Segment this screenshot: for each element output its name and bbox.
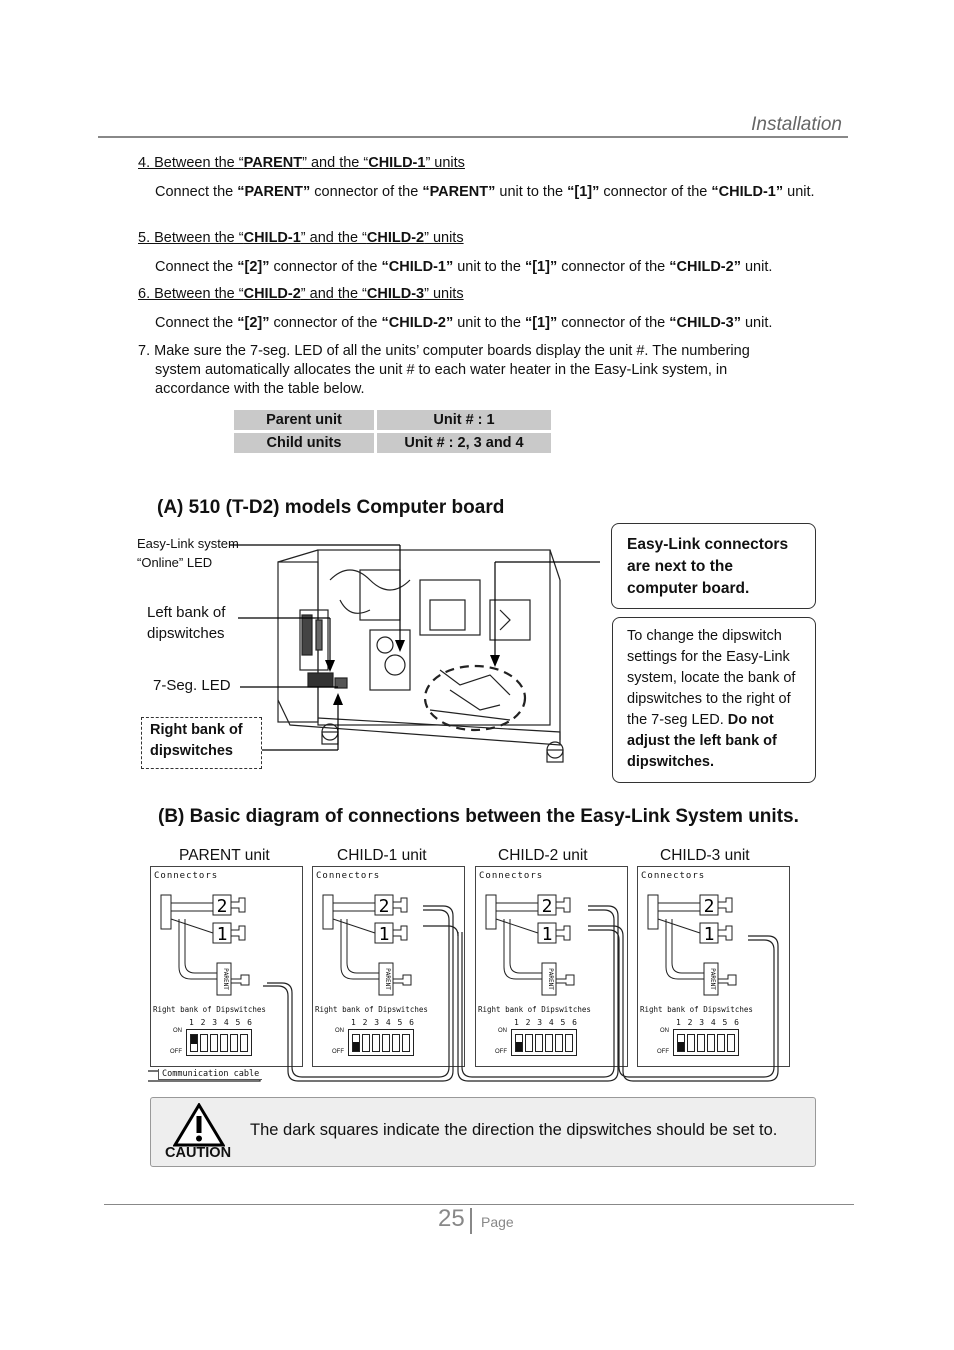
connector-parent-label: PARENT [222,968,229,990]
section-b-title: (B) Basic diagram of connections between the Easy-Link System units. [158,806,799,827]
connector-1-label: 1 [703,924,715,945]
connectors-label: Connectors [154,871,219,881]
caution-text: The dark squares indicate the direction the dipswitches should be set to. [250,1121,778,1139]
header-title: Installation [751,114,842,135]
dip-numbers: 1 2 3 4 5 6 [351,1018,415,1027]
label-online-line2: “Online” LED [137,555,213,570]
dip-on-label: ON [660,1028,669,1034]
label-left-line1: Left bank of [147,604,226,621]
label-online-led [137,534,239,572]
page-word: Page [481,1214,514,1230]
table-row [234,410,551,430]
dip-numbers: 1 2 3 4 5 6 [676,1018,740,1027]
step-7 [138,342,838,399]
header-rule [98,136,848,138]
connector-parent-label: PARENT [709,968,716,990]
step-4-body: Connect the “PARENT” connector of the “PARENT” unit to the “[1]” connector of the “CHILD-1” unit. [155,184,815,200]
connector-parent-label: PARENT [384,968,391,990]
connector-1-label: 1 [216,924,228,945]
connector-2-label: 2 [378,896,390,917]
step-7-line2: system automatically allocates the unit # to each water heater in the Easy-Link system, in [155,362,728,378]
dip-off-label: OFF [495,1049,507,1055]
connector-2-label: 2 [216,896,228,917]
callout-dipswitch-text: To change the dipswitch settings for the Easy-Link system, locate the bank of dipswitches to the right of the 7-seg LED. [627,628,796,728]
dip-label: Right bank of Dipswitches [478,1005,591,1014]
callout-connectors: Easy-Link connectors are next to the computer board. [611,523,816,609]
table-cell: Child units [234,433,374,453]
dip-on-label: ON [335,1028,344,1034]
table-cell: Parent unit [234,410,374,430]
step-6-heading: 6. Between the “CHILD-2” and the “CHILD-3” units [138,286,464,302]
dip-numbers: 1 2 3 4 5 6 [189,1018,253,1027]
unit-title-child2: CHILD-2 unit [498,847,588,864]
communication-cable-label: Communication cable [158,1069,262,1080]
unit-title-child1: CHILD-1 unit [337,847,427,864]
dip-label: Right bank of Dipswitches [315,1005,428,1014]
label-left-line2: dipswitches [147,625,225,642]
step-7-line3: accordance with the table below. [155,381,365,397]
footer-rule [104,1204,854,1205]
connector-parent-label: PARENT [547,968,554,990]
label-online-line1: Easy-Link system [137,536,239,551]
table-cell: Unit # : 2, 3 and 4 [377,433,551,453]
connectors-label: Connectors [479,871,544,881]
dip-off-label: OFF [657,1049,669,1055]
warning-triangle-icon [173,1103,225,1147]
dip-off-label: OFF [170,1049,182,1055]
dip-on-label: ON [173,1028,182,1034]
label-right-line2: dipswitches [150,743,233,759]
connector-2-label: 2 [541,896,553,917]
label-7seg-led: 7-Seg. LED [153,677,231,694]
table-row [234,433,551,453]
unit-title-parent: PARENT unit [179,847,270,864]
page-divider [470,1208,472,1234]
callout-dipswitch [612,617,816,783]
dip-label: Right bank of Dipswitches [153,1005,266,1014]
dip-off-label: OFF [332,1049,344,1055]
table-cell: Unit # : 1 [377,410,551,430]
label-right-line1: Right bank of [150,722,243,738]
page-number: 25 [438,1205,465,1232]
callout-dipswitch-warning: Do not adjust the left bank of dipswitches. [627,712,777,770]
dip-label: Right bank of Dipswitches [640,1005,753,1014]
dip-on-label: ON [498,1028,507,1034]
step-5-body: Connect the “[2]” connector of the “CHILD-1” unit to the “[1]” connector of the “CHILD-2” unit. [155,259,773,275]
step-7-line1: 7. Make sure the 7-seg. LED of all the units’ computer boards display the unit #. The numbering [138,343,750,359]
unit-number-table [231,407,554,456]
connector-1-label: 1 [541,924,553,945]
communication-cable-diagram [148,866,796,1086]
step-5-heading: 5. Between the “CHILD-1” and the “CHILD-2” units [138,230,464,246]
step-4-heading: 4. Between the “PARENT” and the “CHILD-1” units [138,155,465,171]
connector-2-label: 2 [703,896,715,917]
connectors-label: Connectors [641,871,706,881]
step-6-body: Connect the “[2]” connector of the “CHILD-2” unit to the “[1]” connector of the “CHILD-3” unit. [155,315,773,331]
caution-label: CAUTION [165,1145,232,1161]
connectors-label: Connectors [316,871,381,881]
dip-numbers: 1 2 3 4 5 6 [514,1018,578,1027]
connector-1-label: 1 [378,924,390,945]
section-a-title: (A) 510 (T-D2) models Computer board [157,497,505,518]
computer-board-illustration [230,540,600,775]
label-left-bank [147,602,225,644]
unit-title-child3: CHILD-3 unit [660,847,750,864]
